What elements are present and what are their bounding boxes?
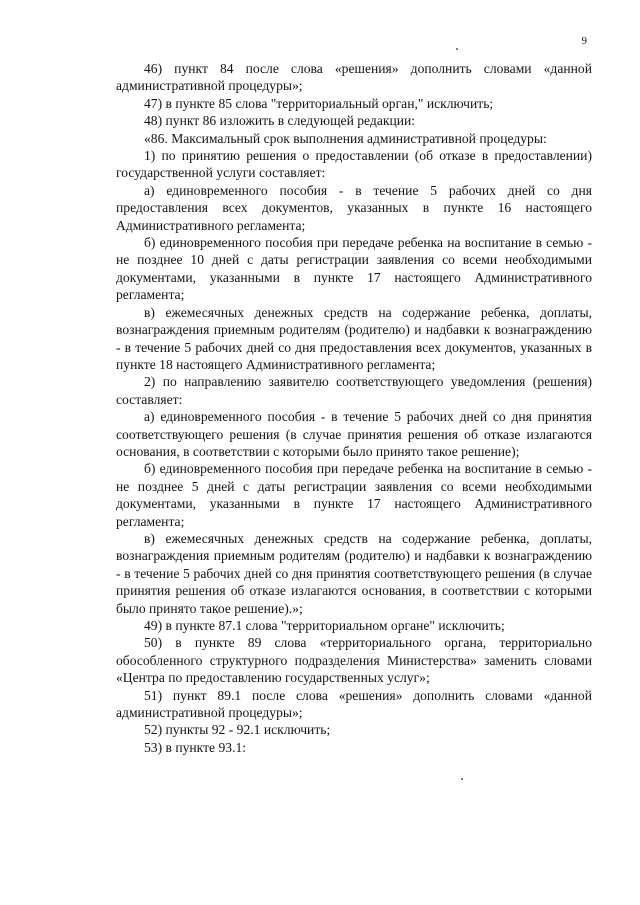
paragraph-86-1: 1) по принятию решения о предоставлении (об отказе в предоставлении) государственной услуги составляет: [116, 148, 592, 181]
paragraph-51: 51) пункт 89.1 после слова «решения» дополнить словами «данной административной процедуры»; [116, 687, 592, 721]
paragraph-52: 52) пункты 92 - 92.1 исключить; [144, 722, 331, 738]
paragraph-46: 46) пункт 84 после слова «решения» дополнить словами «данной административной процедуры»; [116, 61, 592, 94]
document-body [116, 60, 592, 756]
paragraph-49: 49) в пункте 87.1 слова "территориальном органе" исключить; [144, 618, 505, 633]
scan-speck [456, 48, 458, 50]
paragraph-50: 50) в пункте 89 слова «территориального органа, территориально обособленного структурного подразделения Министерства» заменить словами «Центра по предоставлению государственных услуг»; [116, 635, 592, 686]
paragraph-86-2-a: а) единовременного пособия - в течение 5 рабочих дней со дня принятия соответствующего решения (в случае принятия решения об отказе излагаются основания, в соответствии с которыми было принято такое решение); [116, 409, 592, 459]
paragraph-86-2-v: в) ежемесячных денежных средств на содержание ребенка, доплаты, вознаграждения приемным родителям (родителю) и надбавки к вознаграждению - в течение 5 рабочих дней со дня принятия соответствующего решения (в случае принятия решения об отказе излагаются основания, в соответствии с которыми было принято такое решение).»; [116, 530, 592, 616]
paragraph-86-2-b: б) единовременного пособия при передаче ребенка на воспитание в семью - не позднее 5 дней с даты регистрации заявления со всеми необходимыми документами, указанными в пункте 17 настоящего Административного регламента; [116, 461, 592, 529]
scan-speck [461, 778, 463, 780]
paragraph-86-1-b: б) единовременного пособия при передаче ребенка на воспитание в семью - не позднее 10 дней с даты регистрации заявления со всеми необходимыми документами, указанными в пункте 17 настоящего Административного регламента; [116, 235, 592, 303]
paragraph-86-1-a: а) единовременного пособия - в течение 5 рабочих дней со дня предоставления всех документов, указанных в пункте 16 настоящего Административного регламента; [116, 182, 592, 233]
paragraph-86-heading: «86. Максимальный срок выполнения административной процедуры: [144, 130, 547, 146]
page-number: 9 [581, 35, 587, 47]
paragraph-86-1-v: в) ежемесячных денежных средств на содержание ребенка, доплаты, вознаграждения приемным родителям (родителю) и надбавки к вознаграждению - в течение 5 рабочих дней со дня предоставления всех документов, указанных в пункте 18 настоящего Административного регламента; [116, 304, 592, 372]
paragraph-53: 53) в пункте 93.1: [144, 739, 247, 755]
paragraph-48: 48) пункт 86 изложить в следующей редакции: [144, 113, 416, 129]
paragraph-47: 47) в пункте 85 слова "территориальный орган," исключить; [144, 95, 494, 111]
paragraph-86-2: 2) по направлению заявителю соответствующего уведомления (решения) составляет: [116, 374, 592, 407]
